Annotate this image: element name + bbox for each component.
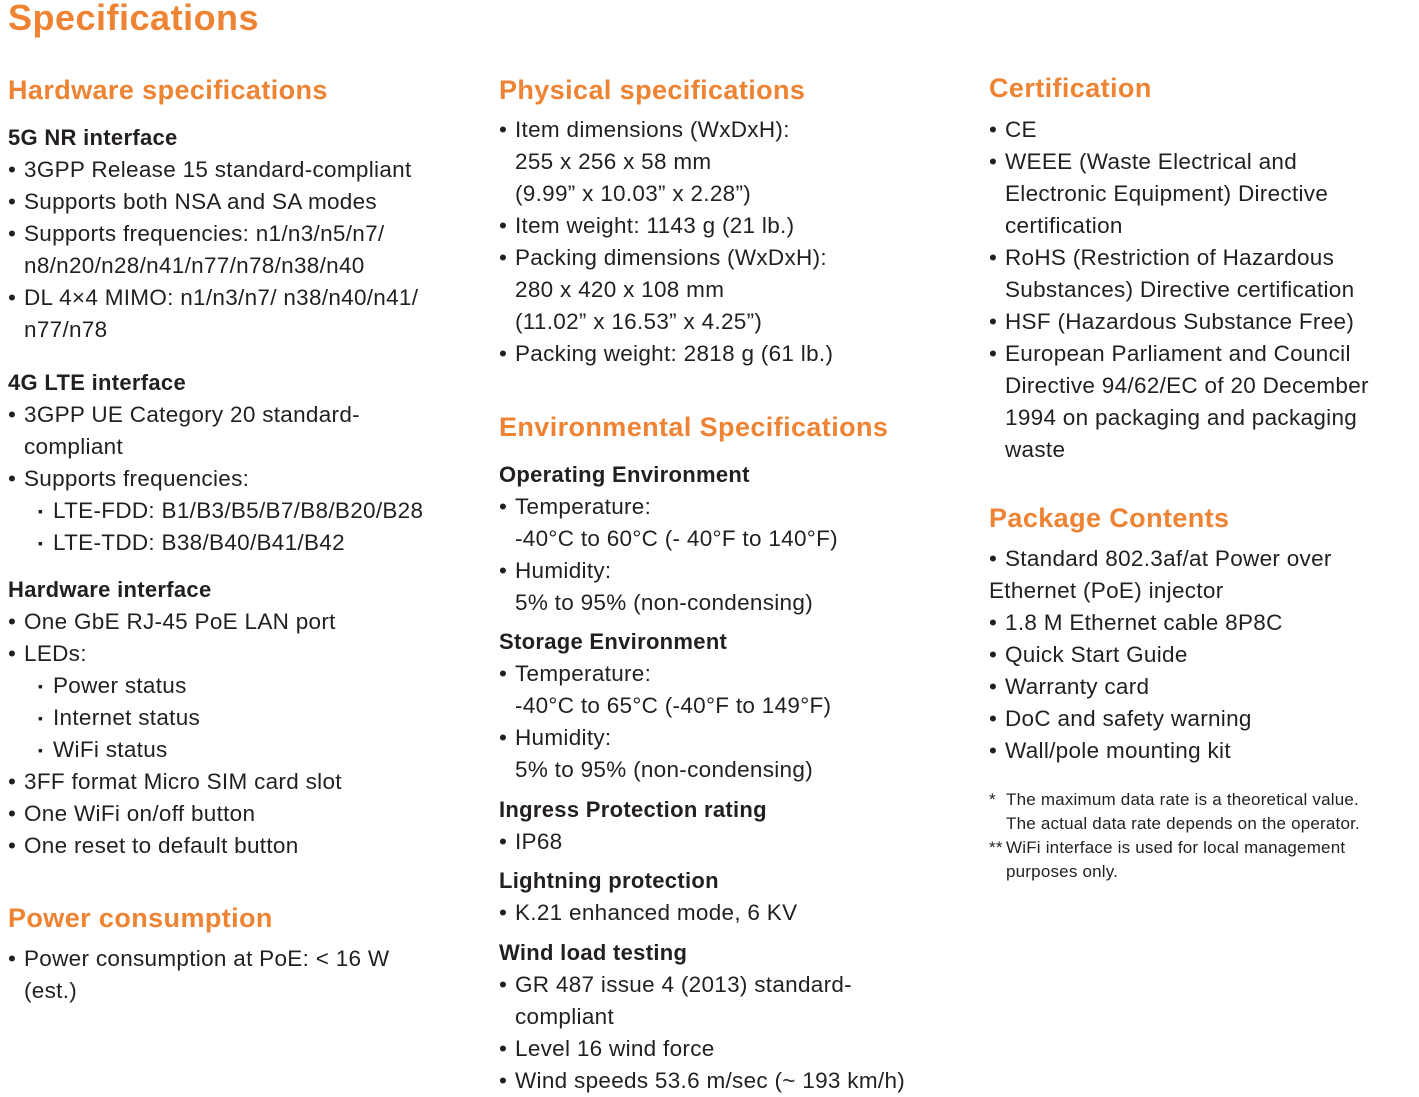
text-line: (11.02” x 16.53” x 4.25”) [515,309,763,334]
bullet-icon: • [8,801,17,826]
text-line: Temperature: [515,494,652,519]
text-line: Power consumption at PoE: < 16 W [24,946,390,971]
list-item [8,606,336,638]
subsection-heading [499,794,767,826]
sub-list-item [8,670,187,702]
bullet-icon: • [989,738,998,763]
bullet-icon: ▪ [38,535,44,551]
section-heading [499,410,888,444]
page-title: Specifications [8,0,260,38]
bullet-icon: • [499,900,508,925]
list-item [499,969,852,1033]
text-line: WEEE (Waste Electrical and [1005,149,1298,174]
text-line: Humidity: [515,558,612,583]
text-line: Lightning protection [499,868,719,893]
list-item [8,766,342,798]
bullet-icon: • [499,213,508,238]
footnote [989,788,1360,836]
section-heading [499,73,805,107]
text-line: LEDs: [24,641,87,666]
bullet-icon: • [499,661,508,686]
text-line: Humidity: [515,725,612,750]
text-line: Hardware interface [8,577,212,602]
text-line: Certification [989,73,1152,103]
text-line: compliant [24,434,123,459]
list-item [989,114,1037,146]
list-item [8,399,360,463]
bullet-icon: • [499,341,508,366]
text-line: Storage Environment [499,629,728,654]
list-item [989,146,1328,242]
list-item [499,210,794,242]
bullet-icon: • [989,546,998,571]
text-line: LTE-FDD: B1/B3/B5/B7/B8/B20/B28 [53,498,424,523]
section-heading [8,73,328,107]
bullet-icon: • [8,641,17,666]
bullet-icon: ▪ [38,742,44,758]
bullet-icon: • [989,245,998,270]
sub-list-item [8,702,200,734]
text-line: DL 4×4 MIMO: n1/n3/n7/ n38/n40/n41/ [24,285,419,310]
text-line: Supports frequencies: n1/n3/n5/n7/ [24,221,385,246]
bullet-icon: • [989,149,998,174]
footnote [989,836,1345,884]
text-line: purposes only. [1006,862,1119,881]
text-line: 280 x 420 x 108 mm [515,277,725,302]
text-line: waste [1005,437,1066,462]
text-line: DoC and safety warning [1005,706,1252,731]
list-item [499,338,833,370]
text-line: Electronic Equipment) Directive [1005,181,1329,206]
text-line: K.21 enhanced mode, 6 KV [515,900,798,925]
bullet-icon: • [499,1068,508,1093]
list-item [989,735,1231,767]
bullet-icon: • [8,769,17,794]
text-line: n8/n20/n28/n41/n77/n78/n38/n40 [24,253,365,278]
list-item [499,1065,905,1097]
text-line: RoHS (Restriction of Hazardous [1005,245,1335,270]
bullet-icon: ▪ [38,678,44,694]
bullet-icon: • [499,829,508,854]
text-line: One reset to default button [24,833,299,858]
bullet-icon: • [8,466,17,491]
list-item [499,658,831,722]
bullet-icon: • [989,610,998,635]
text-line: GR 487 issue 4 (2013) standard- [515,972,852,997]
text-line: (est.) [24,978,78,1003]
text-line: Ingress Protection rating [499,797,767,822]
text-line: The actual data rate depends on the operator. [1006,814,1360,833]
bullet-icon: • [499,725,508,750]
text-line: Hardware specifications [8,75,328,105]
subsection-heading [499,937,687,969]
bullet-icon: • [989,117,998,142]
bullet-icon: • [8,189,17,214]
list-item [499,242,827,338]
bullet-icon: • [499,558,508,583]
text-line: Item dimensions (WxDxH): [515,117,790,142]
bullet-icon: • [499,972,508,997]
list-item [989,338,1369,466]
bullet-icon: • [989,309,998,334]
list-item [989,242,1354,306]
subsection-heading [8,367,186,399]
text-line: The maximum data rate is a theoretical value. [1006,790,1359,809]
text-line: Power consumption [8,903,273,933]
text-line: Quick Start Guide [1005,642,1188,667]
subsection-heading [499,626,727,658]
text-line: Supports frequencies: [24,466,250,491]
bullet-icon: • [989,642,998,667]
footnote-marker: * [989,790,996,809]
bullet-icon: • [989,674,998,699]
text-line: 5% to 95% (non-condensing) [515,590,813,615]
subsection-heading [499,865,719,897]
text-line: 3GPP Release 15 standard-compliant [24,157,412,182]
bullet-icon: • [8,402,17,427]
text-line: certification [1005,213,1123,238]
list-item [8,218,384,282]
list-item [499,1033,715,1065]
text-line: WiFi interface is used for local management [1006,838,1346,857]
text-line: -40°C to 65°C (-40°F to 149°F) [515,693,832,718]
text-line: Standard 802.3af/at Power over [1005,546,1332,571]
list-item [8,638,87,670]
bullet-icon: • [8,833,17,858]
text-line: 1994 on packaging and packaging [1005,405,1358,430]
bullet-icon: • [499,117,508,142]
text-line: -40°C to 60°C (- 40°F to 140°F) [515,526,838,551]
subsection-heading [499,459,750,491]
text-line: 4G LTE interface [8,370,186,395]
bullet-icon: • [8,609,17,634]
text-line: 3GPP UE Category 20 standard- [24,402,360,427]
text-line: WiFi status [53,737,168,762]
section-heading [989,71,1152,105]
list-item [8,186,377,218]
bullet-icon: • [8,946,17,971]
list-item [8,830,299,862]
text-line: (9.99” x 10.03” x 2.28”) [515,181,752,206]
text-line: IP68 [515,829,563,854]
list-item [989,671,1149,703]
text-line: 5% to 95% (non-condensing) [515,757,813,782]
text-line: n77/n78 [24,317,108,342]
text-line: Physical specifications [499,75,806,105]
bullet-icon: • [499,1036,508,1061]
text-line: One GbE RJ-45 PoE LAN port [24,609,336,634]
text-line: Wind load testing [499,940,688,965]
text-line: 255 x 256 x 58 mm [515,149,712,174]
text-line: Internet status [53,705,201,730]
bullet-icon: ▪ [38,503,44,519]
bullet-icon: • [8,157,17,182]
bullet-icon: • [8,285,17,310]
bullet-icon: ▪ [38,710,44,726]
text-line: Power status [53,673,187,698]
section-heading [8,901,273,935]
text-line: 3FF format Micro SIM card slot [24,769,342,794]
text-line: 1.8 M Ethernet cable 8P8C [1005,610,1283,635]
text-line: Substances) Directive certification [1005,277,1355,302]
list-item [8,154,412,186]
bullet-icon: • [989,706,998,731]
text-line: compliant [515,1004,614,1029]
bullet-icon: • [8,221,17,246]
list-item [499,491,838,555]
list-item [989,639,1188,671]
list-item [989,543,1332,607]
text-line: Item weight: 1143 g (21 lb.) [515,213,795,238]
text-line: European Parliament and Council [1005,341,1351,366]
bullet-icon: • [989,341,998,366]
list-item [989,306,1354,338]
list-item [499,555,813,619]
text-line: 5G NR interface [8,125,178,150]
list-item [8,282,418,346]
footnote-marker: ** [989,838,1003,857]
text-line: Wall/pole mounting kit [1005,738,1231,763]
text-line: Operating Environment [499,462,750,487]
list-item [499,114,790,210]
list-item [8,798,255,830]
list-item [8,463,249,495]
text-line: Environmental Specifications [499,412,889,442]
text-line: Packing weight: 2818 g (61 lb.) [515,341,834,366]
text-line: Package Contents [989,503,1230,533]
list-item [499,826,563,858]
list-item [989,607,1283,639]
text-line: Warranty card [1005,674,1150,699]
text-line: Wind speeds 53.6 m/sec (~ 193 km/h) [515,1068,906,1093]
list-item [8,943,389,1007]
list-item [989,703,1252,735]
bullet-icon: • [499,494,508,519]
sub-list-item [8,527,345,559]
text-line: One WiFi on/off button [24,801,256,826]
bullet-icon: • [499,245,508,270]
text-line: Directive 94/62/EC of 20 December [1005,373,1369,398]
text-line: Supports both NSA and SA modes [24,189,377,214]
subsection-heading [8,574,212,606]
text-line: LTE-TDD: B38/B40/B41/B42 [53,530,345,555]
text-line: Ethernet (PoE) injector [989,578,1224,603]
subsection-heading [8,122,178,154]
list-item [499,897,797,929]
list-item [499,722,813,786]
text-line: CE [1005,117,1037,142]
text-line: Temperature: [515,661,652,686]
text-line: Level 16 wind force [515,1036,715,1061]
text-line: HSF (Hazardous Substance Free) [1005,309,1355,334]
text-line: Packing dimensions (WxDxH): [515,245,827,270]
sub-list-item [8,495,423,527]
section-heading [989,501,1229,535]
sub-list-item [8,734,168,766]
